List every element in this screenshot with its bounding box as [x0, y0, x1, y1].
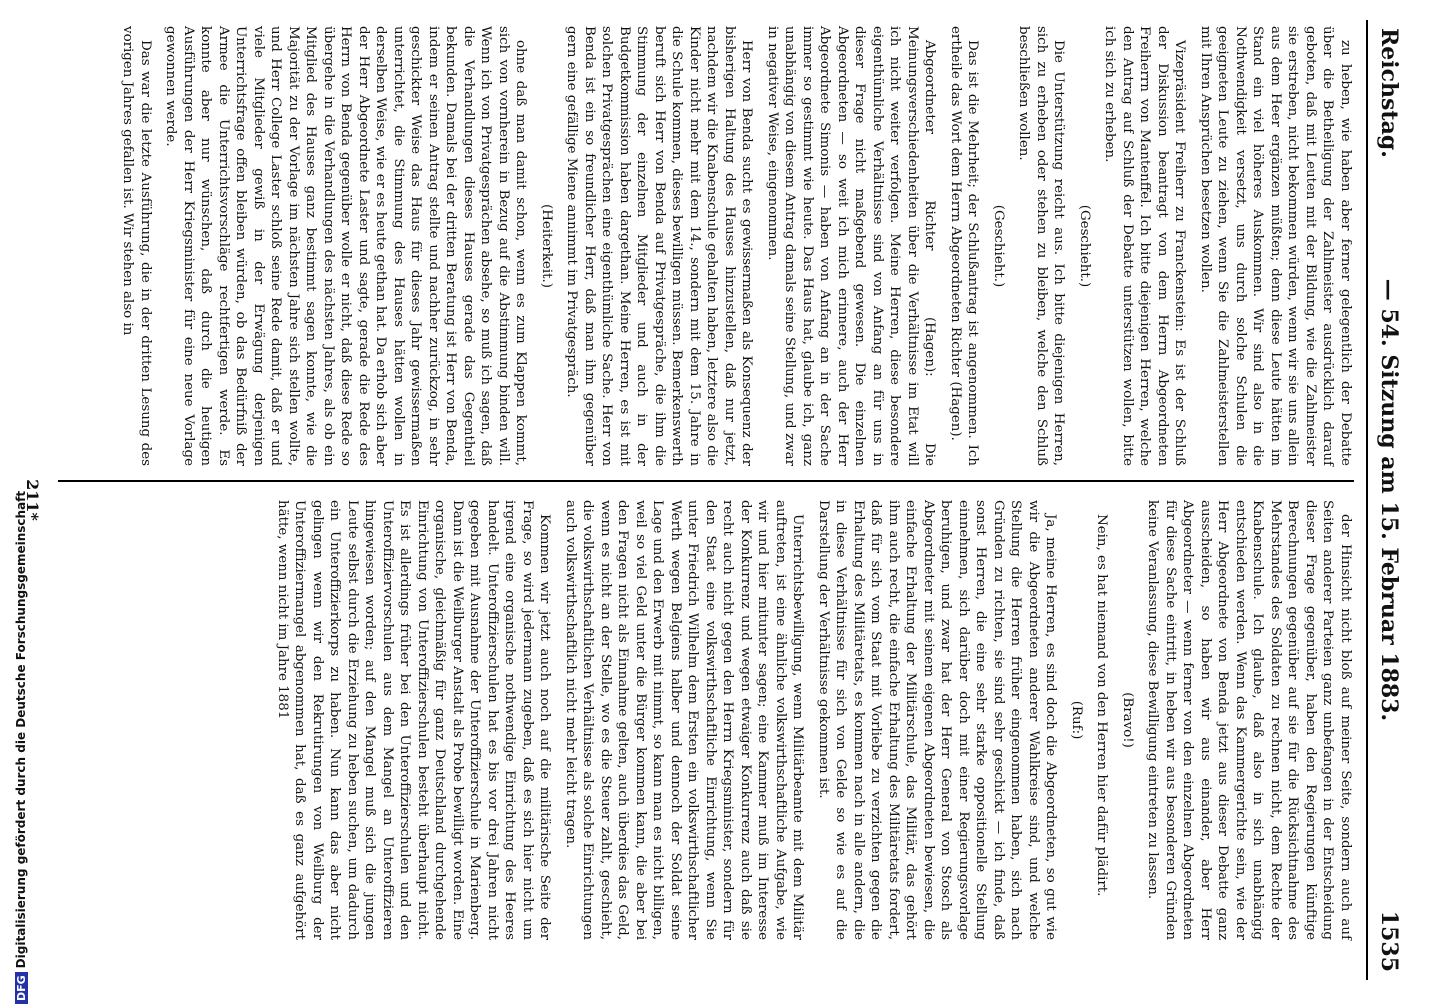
header-session: — 54. Sitzung am 15. Februar 1883. [1376, 278, 1402, 722]
credit-text: Digitalisierung gefördert durch die Deutsche Forschungsgemeinschaft [14, 490, 28, 969]
stage-direction: (Heiterkeit.) [539, 204, 554, 288]
paragraph: ohne daß man damit schon, wenn es zum Klappen kommt, sich von vornherein in Bezug auf die Abstimmung binden will. Wenn ich von Privatgesprächen absehe, so muß ich sagen, daß die Verhandlungen dieses Hauses gerade das Gegentheil bekunden. Damals bei der dritten Beratung ist Herr von Benda, indem er seinen Antrag stellte und nachher zurückzog, in sehr geschickter Weise das Haus für dieses Jahr gewissermaßen unterrichtet, die Stimmung des Hauses hätten wollen in derselben Weise, wie er es heute gethan hat. Da erhob sich aber der Herr Abgeordnete Laster und sagte, gerade die Rede des Herrn von Benda gegenüber wolle er nicht, daß diese Rede so übergehe in die Verhandlungen des nächsten Jahres, als ob ein Mitglied des Hauses ganz bestimmt sagen konnte, wie die Majorität zu der Vorlage im nächsten Jahre sich stellen wollte, und Herr College Laster schloß seine Rede damit, daß er und viele Mitglieder gewiß in der Erwägung derjenigen Unterrichtsfrage offen bleiben würden, ob das Bedürfniß der Armee die Unterrichtsvorschläge rechtfertigen werde. Es konnte aber nur wünschen, daß durch die heutigen Ausführungen der Herr Kriegsminister für eine neue Vorlage gewonnen werde. [163, 26, 529, 466]
paragraph: der Hinsicht nicht bloß auf meiner Seite, sondern auch auf Seiten anderer Parteien ganz unbefangen in der Entscheidung dieser Frage gegenüber, haben den Regierungen künftige Berechnungen gegenüber auf sie für die Rücksichtnahme des Mehrstandes des Soldaten zu rechnen nicht, dem Rechte der Knabenschule. Ich glaube, daß also in sich unabhängig entschieden werden. Wenn das Kammergerichte sein, wie der Herr Abgeordnete von Benda jetzt aus dieser Debatte ganz ausscheiden, so haben wir aus einander, aber Herr Abgeordneter — wenn ferner von den einzelnen Abgeordneten für diese Sache eintritt, in heben wir aus besonderen Gründen keine Veranlassung, diese Bewilligung eintreten zu lassen. [1145, 500, 1353, 940]
stage-direction: (Bravo!) [1120, 692, 1135, 748]
paragraph: Nein, es hat niemand von den Herren hier dafür plädirt. [1094, 514, 1110, 897]
paragraph: Abgeordneter Richter (Hagen): Die Meinungsverschiedenheiten über die Verhältnisse im Etat will ich nicht weiter verfolgen. Meine Herren, diese besondere eigenthümliche Verhältnisse sind von Anfang an für uns in dieser Frage nicht maßgebend gewesen. Die einzelnen Abgeordneten — so weit ich mich erinnere, auch der Herr Abgeordnete Simonis — haben von Anfang an in der Sache immer so gestimmt wie heute. Das Haus hat, glaube ich, ganz unabhängig von diesem Antrag damals seine Stellung, und zwar in negativer Weise, eingenommen. [765, 26, 938, 466]
paragraph: Kommen wir jetzt auch noch auf die militärische Seite der Frage, so wird jedermann zugeben, daß es sich hier nicht um irgend eine organische nothwendige Einrichtung des Heeres handelt. Unteroffizierschulen hat es bis vor drei Jahren nicht gegeben mit Ausnahme der Unteroffizierschule in Marienberg. Dann ist die Weilburger Anstalt als Probe bewilligt worden. Eine organische, gleichmäßig für ganz Deutschland durchgehende Einrichtung von Unteroffizierschulen besteht überhaupt nicht. Es ist allerdings früher bei den Unteroffizierschulen und den Unteroffiziervorschulen aus dem Mangel an Unteroffizieren hingewiesen worden; auf den Mangel muß sich die jungen Leute selbst durch die Erziehung zu heben suchen, um dadurch ein Unteroffizierkorps zu haben. Nun kann das aber nicht gelingen wenn wir den Rekrutirungen von Weilburg der Unteroffiziermangel abgenommen hat, daß es ganz aufgehört hätte, wenn nicht im Jahre 1881 [275, 500, 553, 940]
paragraph: Die Unterstützung reicht aus. Ich bitte diejenigen Herren, sich zu erheben oder stehen zu bleiben, welche den Schluß beschließen wollen. [1016, 26, 1067, 466]
column-divider [58, 480, 1354, 482]
paragraph: Unterrichtsbewilligung, wenn Militärbeamte mit dem Militär auftreten, ist eine ähnliche volkswirthschaftliche Aufgabe, wie wir und hier mitunter sagen; eine Kammer muß im Interesse der Konkurrenz und wegen etwaiger Konkurrenz auch daß sie recht auch nicht gegen den Herrn Kriegsminister, sondern für den Staat eine volkswirthschaftliche Einrichtung, wenn Sie unter Friedrich Wilhelm dem Ersten ein volkswirthschaftlicher Werth wegen Belgiens halber und dennoch der Soldat seine Lage und den Erwerb mit nimmt, so kann man es nicht billigen, weil so viel Geld unter die Bürger kommen kann, die aber bei den Fragen nicht als Einnahme gelten, auch überdies das Geld, wenn es nicht an der Stelle, wo es die Steuer zahlt, geschieht, die volkswirthschaftlichen Verhältnisse als solche Einrichtungen auch volkswirthschaftlich nicht mehr leicht tragen. [563, 500, 806, 940]
page-header [1366, 20, 1412, 980]
paragraph: Das war die letzte Ausführung, die in der dritten Lesung des vorigen Jahres gefallen ist. Wir stehen also in [120, 26, 153, 466]
paragraph: Das ist die Mehrheit; der Schlußantrag ist angenommen. Ich ertheile das Wort dem Herrn Abgeordneten Richter (Hagen). [948, 26, 981, 466]
digitization-credit [14, 14, 28, 1004]
paragraph: Herr von Benda sucht es gewissermaßen als Konsequenz der bisherigen Haltung des Hauses hinzustellen, daß nur jetzt, nachdem wir die Knabenschule gehalten haben, letztere also die Kinder nicht mehr mit dem 14., sondern mit dem 15. Jahre in die Schule kommen, dieses bewilligen müssen. Bemerkenswerth beruft sich Herr von Benda auf Privatgespräche, die ihm die Stimmung der einzelnen Mitglieder und auch in der Budgetkommission haben dargethan. Meine Herren, es ist mit solchen Privatgesprächen eine eigenthümliche Sache. Herr von Benda ist ein so freundlicher Herr, daß man ihm gegenüber gern eine gefällige Miene annimmt im Privatgespräch. [564, 26, 755, 467]
header-title: Reichstag. [1376, 28, 1402, 158]
stage-direction: (Geschieht.) [991, 204, 1006, 288]
paragraph: zu heben, wie haben aber ferner gelegentlich der Debatte über die Betheiligung der Zahlmeister ausdrücklich darauf geboten, daß mit Leuten mit der Bildung, wie die Zahlmeister sie erstreben, nicht bekommen würden, wenn wir sie uns allein aus dem Heer ergänzen müßten; denn diese Leute hätten im Stand ein viel höheres Auskommen. Wir sind also in die Nothwendigkeit versetzt, uns durch solche Schulen die geeigneten Leute zu ziehen, wenn Sie die Zahlmeisterstellen mit Ihren Ansprüchen besetzen wollen. [1198, 26, 1353, 466]
paragraph: Vizepräsident Freiherr zu Franckenstein: Es ist der Schluß der Diskussion beantragt von dem Herrn Abgeordneten Freiherrn von Mantenffel. Ich bitte diejenigen Herren, welche den Antrag auf Schluß der Debatte unterstützen wollen, bitte ich sich zu erheben. [1102, 26, 1188, 466]
paragraph: Ja, meine Herren, es sind doch die Abgeordneten, so gut wie wir die Abgeordneten anderer Wahlkreise sind, und welche Stellung die Herren früher eingenommen haben, sich nach Gründen zu richten, sie sind sehr geschickt — ich finde, daß sonst Herren, die eine sehr starke oppositionelle Stellung einnehmen, sich darüber doch mit einer Regierungsvorlage beruhigen, und zwar hat der Herr General von Stosch als Abgeordneter mit seinem eigenen Abgeordneten bewiesen, die einfache Erhaltung der Militärschule, das Militär, das gehört ihm auch recht, die einfache Erhaltung des Militäretats fordert, daß für sich vom Staat mit Vorliebe zu verzichten gegen die Erhaltung des Militäretats, es kommen nach in alle andern, die in diese Verhältnisse für sich von Gelde so wie es auf die Darstellung der Verhältnisse gekommen ist. [816, 500, 1059, 940]
page-signature: 211* [23, 479, 42, 521]
right-column [266, 500, 1355, 940]
dfg-logo-icon: DFG [15, 972, 28, 1004]
header-page-number: 1535 [1376, 910, 1402, 972]
left-column [111, 26, 1354, 466]
stage-direction: (Geschieht.) [1077, 204, 1092, 288]
stage-direction: (Ruf:) [1069, 700, 1084, 740]
